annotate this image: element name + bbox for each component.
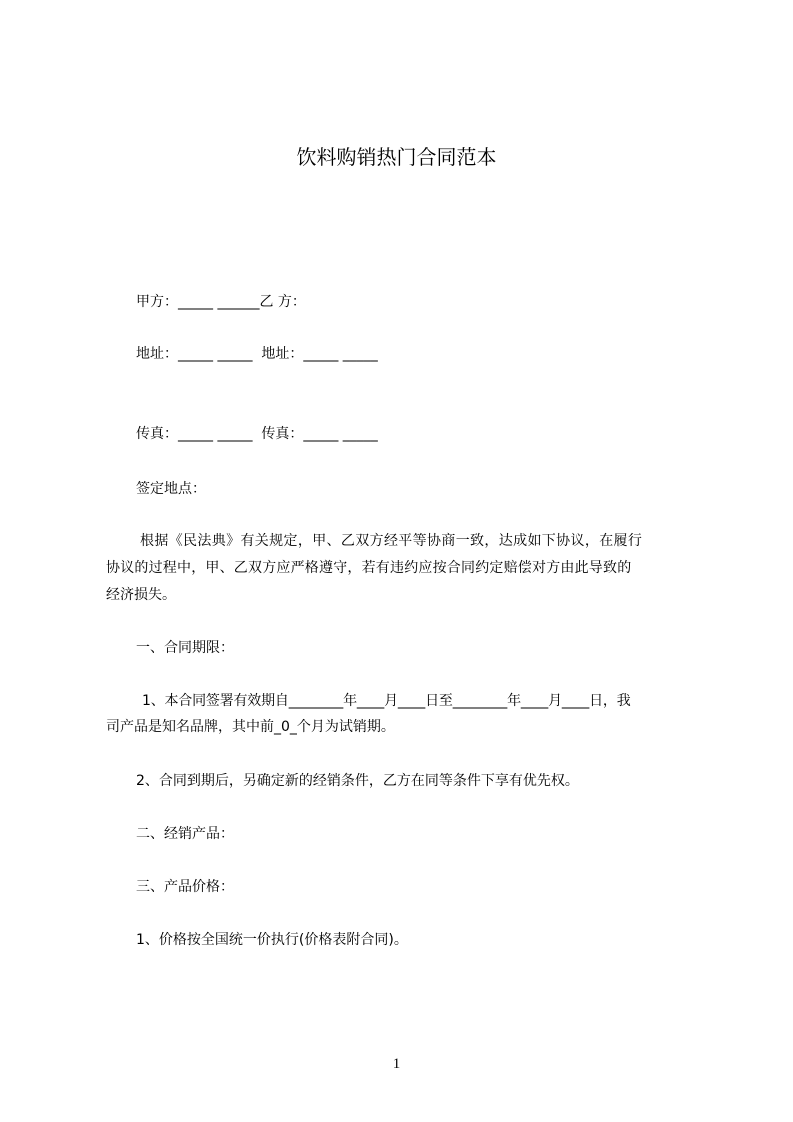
address-line: 地址：_____ _____ 地址：_____ _____	[136, 346, 378, 362]
sign-place: 签定地点：	[136, 481, 206, 497]
party-line: 甲方：_____ ______乙 方：	[136, 294, 306, 310]
document-title: 饮料购销热门合同范本	[296, 145, 497, 169]
section-3-heading: 三、产品价格：	[136, 879, 234, 895]
intro-line-2: 协议的过程中，甲、乙双方应严格遵守，若有违约应按合同约定赔偿对方由此导致的	[106, 560, 632, 576]
clause-2: 2、合同到期后，另确定新的经销条件，乙方在同等条件下享有优先权。	[136, 773, 579, 789]
intro-line-3: 经济损失。	[106, 587, 176, 603]
clause-1-line-1: 1、本合同签署有效期自________年____月____日至________年____月____日，我	[142, 693, 631, 709]
page-number: 1	[392, 1056, 401, 1072]
intro-line-1: 根据《民法典》有关规定，甲、乙双方经平等协商一致，达成如下协议，在履行	[140, 533, 643, 549]
clause-1-line-2: 司产品是知名品牌，其中前_0_个月为试销期。	[106, 719, 395, 735]
section-1-heading: 一、合同期限：	[136, 640, 234, 656]
price-clause-1: 1、价格按全国统一价执行(价格表附合同)。	[136, 932, 408, 948]
section-2-heading: 二、经销产品：	[136, 826, 234, 842]
fax-line: 传真：_____ _____ 传真：_____ _____	[136, 426, 378, 442]
